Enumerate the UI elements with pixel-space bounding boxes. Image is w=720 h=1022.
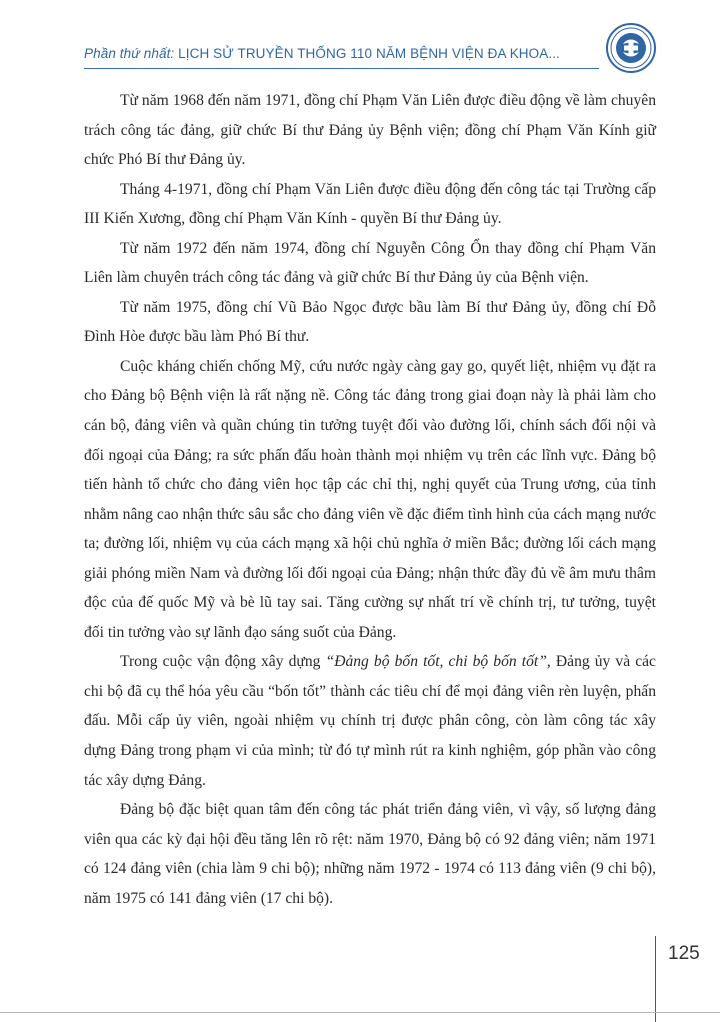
paragraph: Từ năm 1972 đến năm 1974, đồng chí Nguyễn Công Ổn thay đồng chí Phạm Văn Liên làm chuyên trách công tác đảng và giữ chức Bí thư Đảng ủy của Bệnh viện. <box>84 239 656 287</box>
paragraph: Tháng 4-1971, đồng chí Phạm Văn Liên được điều động đến công tác tại Trường cấp III Kiến Xương, đồng chí Phạm Văn Kính - quyền Bí thư Đảng ủy. <box>84 180 656 228</box>
header-part-label: Phần thứ nhất: <box>84 46 175 61</box>
body-text <box>84 86 656 913</box>
page-bottom-edge <box>0 1012 720 1013</box>
paragraph <box>84 647 656 795</box>
paragraph-text: Trong cuộc vận động xây dựng <box>120 653 326 671</box>
paragraph-text: , Đảng ủy và các chi bộ đã cụ thể hóa yêu cầu “bốn tốt” thành các tiêu chí để mọi đảng viên rèn luyện, phấn đấu. Mỗi cấp ủy viên, ngoài nhiệm vụ chính trị được phân công, còn làm công tác xây dựng Đảng trong phạm vi của mình; từ đó tự mình rút ra kinh nghiệm, góp phần vào công tác xây dựng Đảng. <box>84 653 656 789</box>
header-title: LỊCH SỬ TRUYỀN THỐNG 110 NĂM BỆNH VIỆN ĐA KHOA... <box>178 46 560 61</box>
running-header-text <box>84 46 560 61</box>
page-number-rule <box>655 936 656 1022</box>
running-header <box>84 44 599 69</box>
quoted-slogan: “Đảng bộ bốn tốt, chi bộ bốn tốt” <box>325 653 547 671</box>
paragraph: Đảng bộ đặc biệt quan tâm đến công tác phát triển đảng viên, vì vậy, số lượng đảng viên qua các kỳ đại hội đều tăng lên rõ rệt: năm 1970, Đảng bộ có 92 đảng viên; năm 1971 có 124 đảng viên (chia làm 9 chi bộ); những năm 1972 - 1974 có 113 đảng viên (9 chi bộ), năm 1975 có 141 đảng viên (17 chi bộ). <box>84 801 656 907</box>
paragraph: Cuộc kháng chiến chống Mỹ, cứu nước ngày càng gay go, quyết liệt, nhiệm vụ đặt ra cho Đảng bộ Bệnh viện là rất nặng nề. Công tác đảng trong giai đoạn này là phải làm cho cán bộ, đảng viên và quần chúng tin tưởng tuyệt đối vào đường lối, chính sách đối nội và đối ngoại của Đảng; ra sức phấn đấu hoàn thành mọi nhiệm vụ trên các lĩnh vực. Đảng bộ tiến hành tổ chức cho đảng viên học tập các chỉ thị, nghị quyết của Trung ương, của tỉnh nhằm nâng cao nhận thức sâu sắc cho đảng viên về đặc điểm tình hình của cách mạng nước ta; đường lối, nhiệm vụ của cách mạng xã hội chủ nghĩa ở miền Bắc; đường lối cách mạng giải phóng miền Nam và đường lối đối ngoại của Đảng; nhận thức đầy đủ về âm mưu thâm độc của đế quốc Mỹ và bè lũ tay sai. Tăng cường sự nhất trí về chính trị, tư tưởng, tuyệt đối tin tưởng vào sự lãnh đạo sáng suốt của Đảng. <box>84 357 656 641</box>
hospital-logo-icon <box>605 22 657 74</box>
page-number: 125 <box>668 943 700 964</box>
paragraph: Từ năm 1968 đến năm 1971, đồng chí Phạm Văn Liên được điều động về làm chuyên trách công tác đảng, giữ chức Bí thư Đảng ủy Bệnh viện; đồng chí Phạm Văn Kính giữ chức Phó Bí thư Đảng ủy. <box>84 92 656 169</box>
paragraph: Từ năm 1975, đồng chí Vũ Bảo Ngọc được bầu làm Bí thư Đảng ủy, đồng chí Đỗ Đình Hòe được bầu làm Phó Bí thư. <box>84 298 656 346</box>
